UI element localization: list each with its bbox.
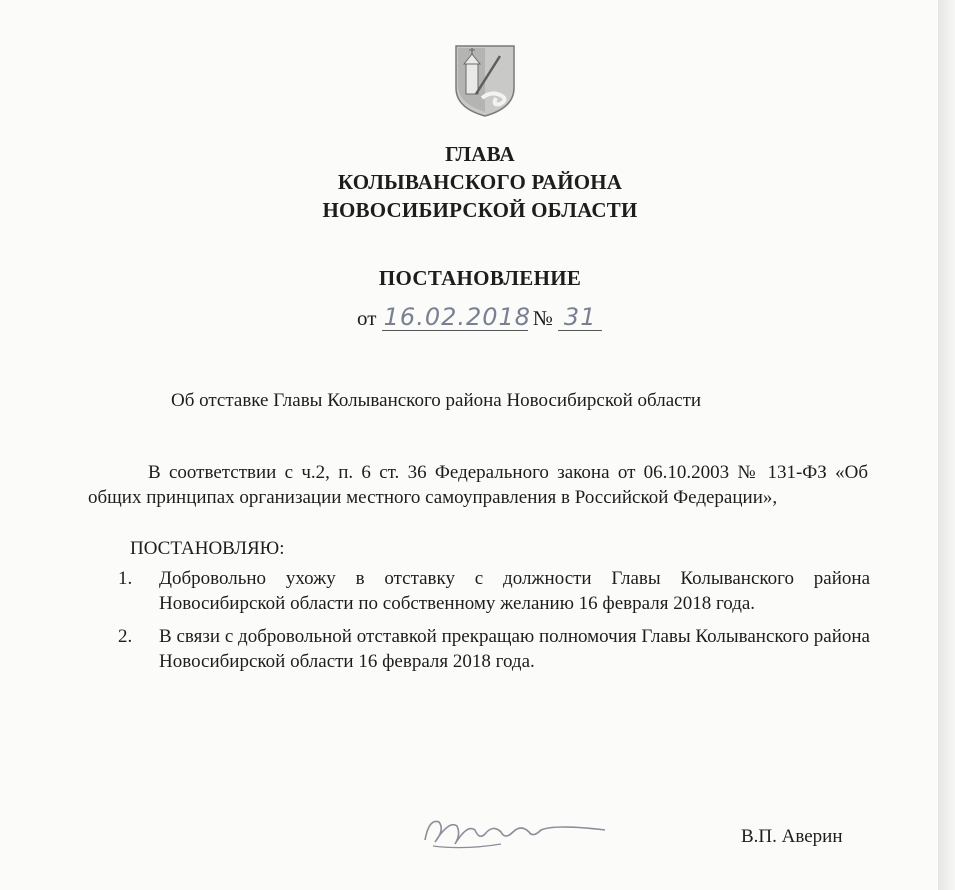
handwritten-signature: [405, 800, 635, 860]
preamble-paragraph: В соответствии с ч.2, п. 6 ст. 36 Федерального закона от 06.10.2003 № 131-ФЗ «Об общих принципах организации местного самоуправления в Российской Федерации»,: [88, 462, 868, 508]
item-number: 2.: [118, 626, 133, 647]
number-label: №: [532, 306, 553, 330]
issuer-line-1: ГЛАВА: [445, 142, 515, 166]
decree-items: [118, 566, 870, 682]
decree-word: ПОСТАНОВЛЯЮ:: [130, 538, 285, 559]
item-number: 1.: [118, 568, 133, 589]
page-edge: [938, 0, 955, 890]
issuer-header: [280, 140, 680, 224]
coat-of-arms-emblem: [452, 42, 518, 118]
handwritten-date: 16.02.2018: [383, 303, 532, 331]
handwritten-number: 31: [558, 304, 602, 331]
list-item: [118, 566, 870, 616]
signer-name: В.П. Аверин: [741, 826, 843, 847]
date-prefix: от: [357, 306, 377, 330]
list-item: [118, 624, 870, 674]
issuer-line-2: КОЛЫВАНСКОГО РАЙОНА: [337, 170, 623, 194]
date-number-line: [357, 304, 602, 336]
item-text: Добровольно ухожу в отставку с должности Главы Колыванского района Новосибирской области по собственному желанию 16 февраля 2018 года.: [159, 568, 870, 614]
document-title: ПОСТАНОВЛЕНИЕ: [378, 266, 582, 290]
issuer-line-3: НОВОСИБИРСКОЙ ОБЛАСТИ: [322, 198, 638, 222]
document-subject: Об отставке Главы Колыванского района Новосибирской области: [171, 390, 702, 411]
item-text: В связи с добровольной отставкой прекращаю полномочия Главы Колыванского района Новосибирской области 16 февраля 2018 года.: [159, 626, 870, 672]
